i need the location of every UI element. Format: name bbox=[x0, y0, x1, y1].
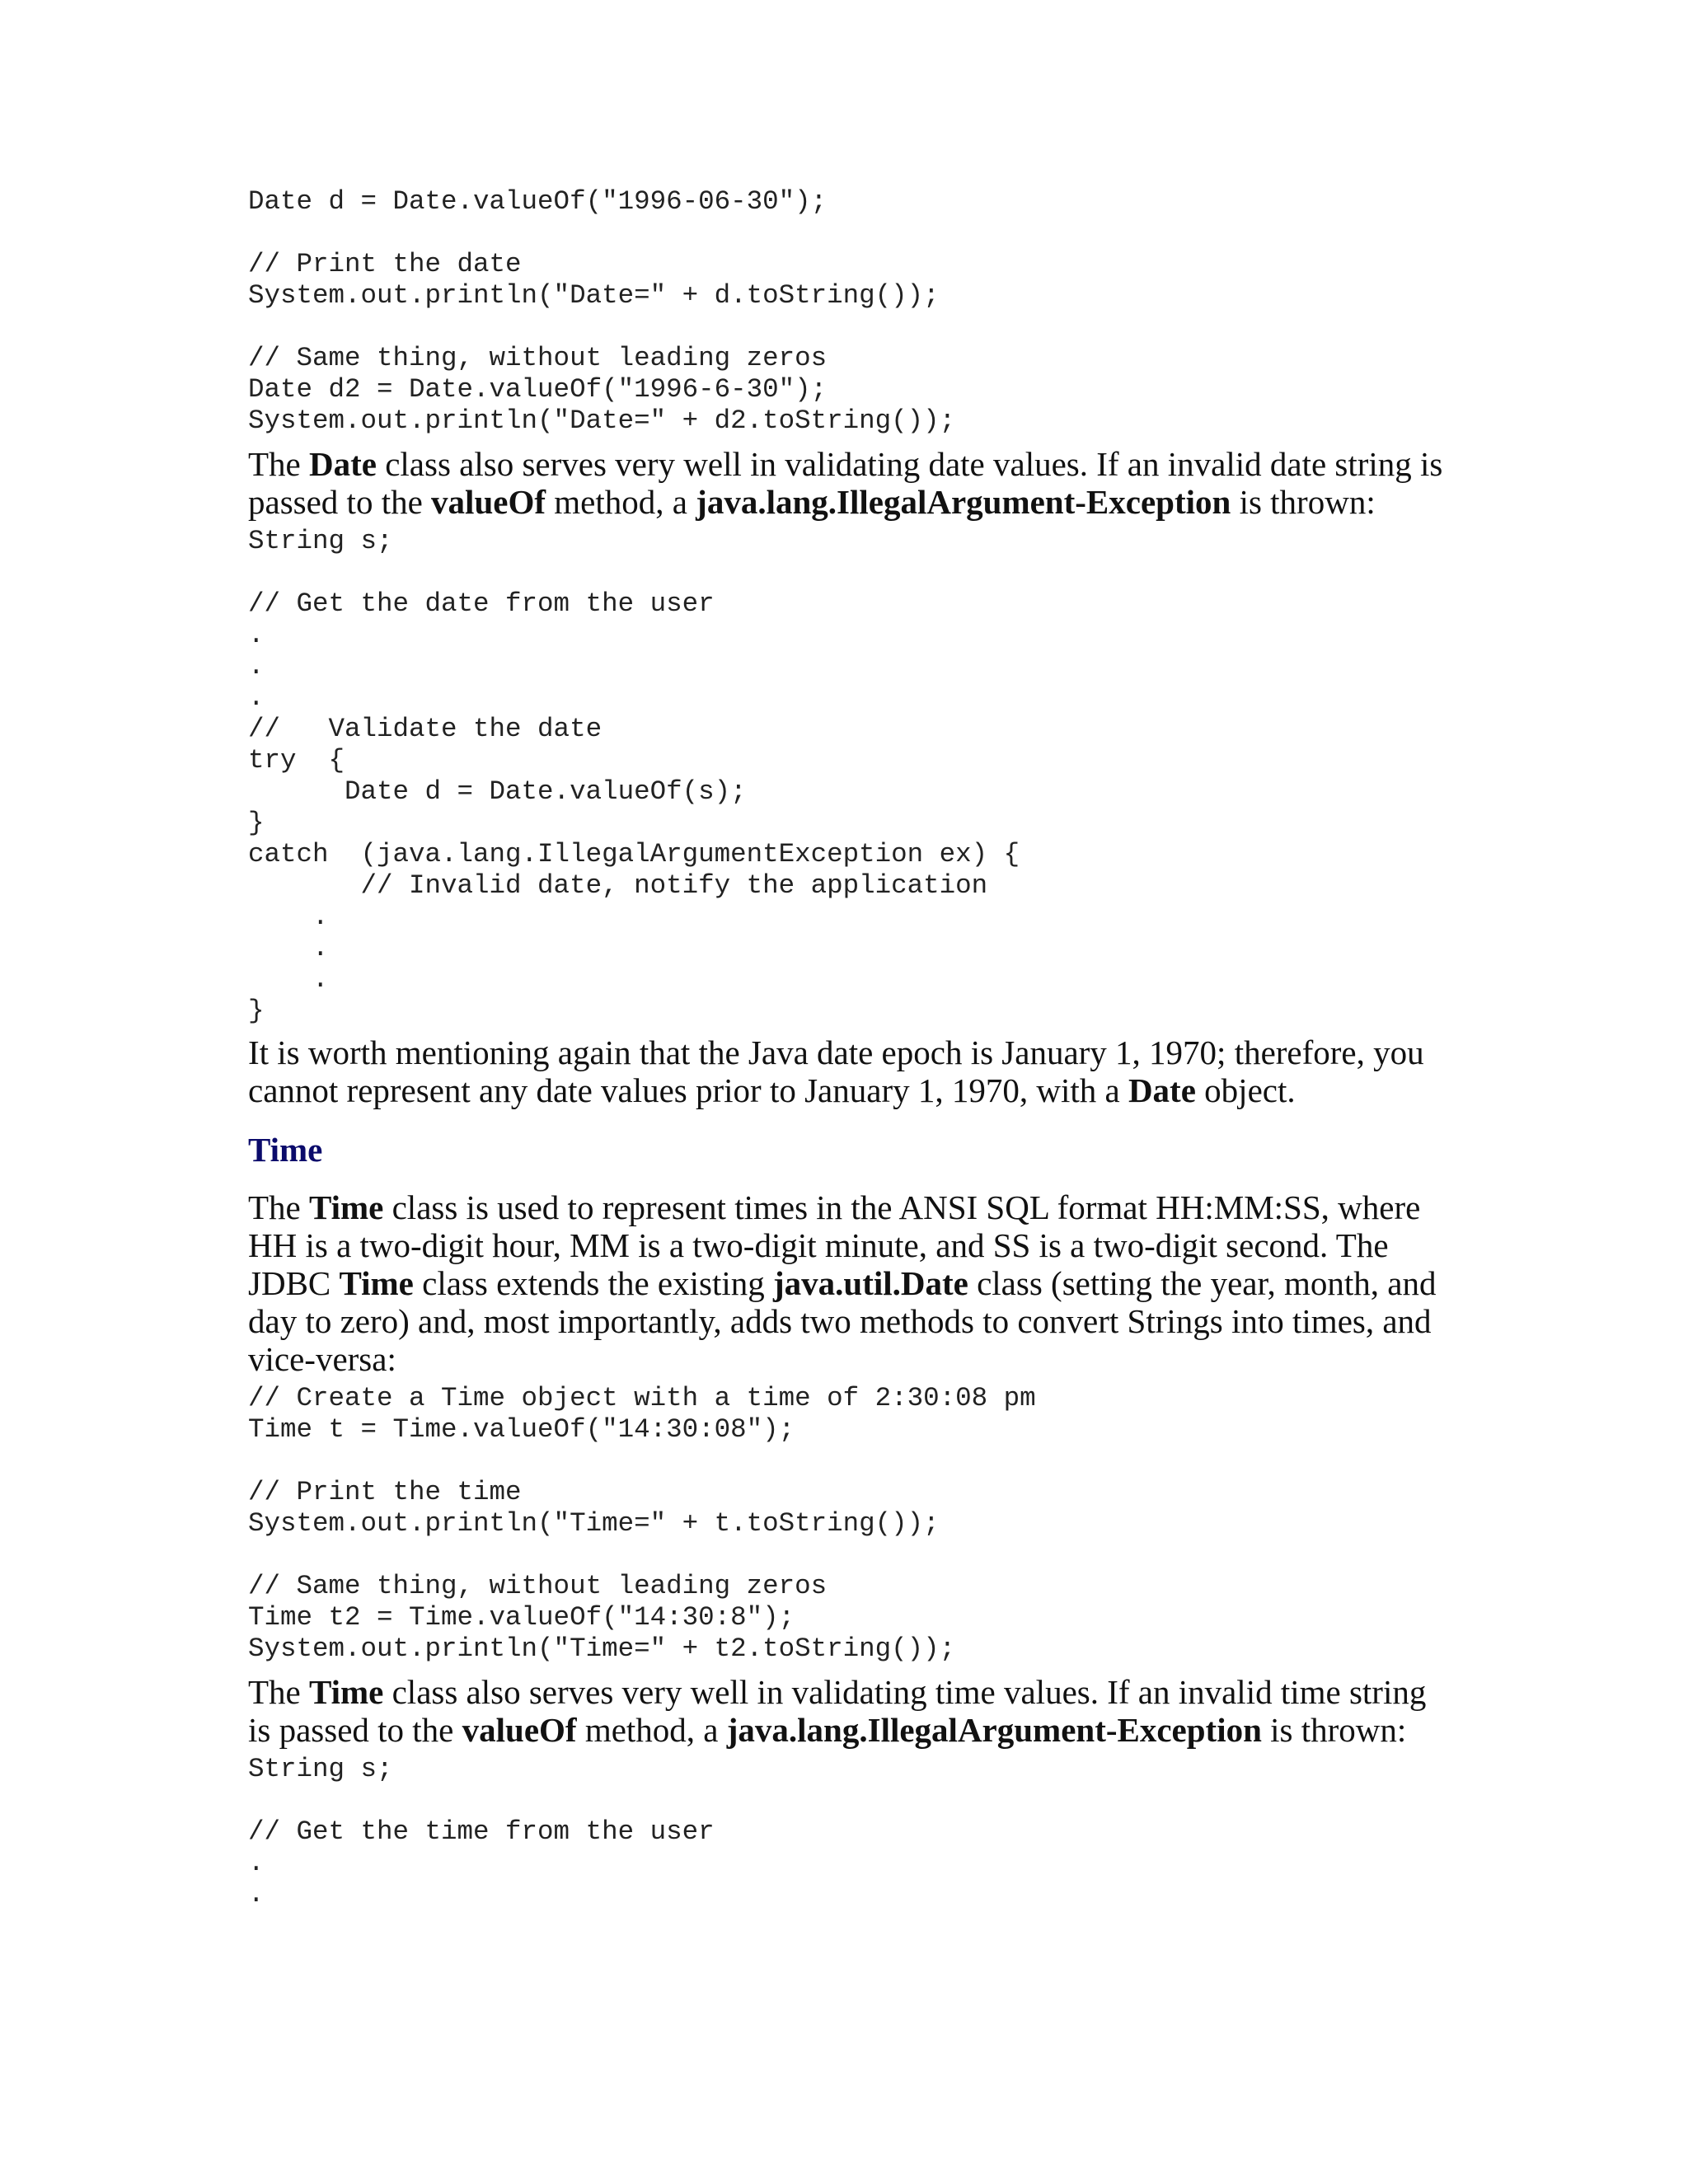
code-line: // Print the date bbox=[248, 249, 522, 279]
paragraph-date-validation: The Date class also serves very well in validating date values. If an invalid date string is passed to the valueOf method, a java.lang.IllegalArgument-Exception is thrown: bbox=[248, 445, 1443, 521]
code-line: // Create a Time object with a time of 2:30:08 pm bbox=[248, 1383, 1036, 1413]
code-line: Date d = Date.valueOf(s); bbox=[248, 776, 747, 807]
paragraph-time-class: The Time class is used to represent times in the ANSI SQL format HH:MM:SS, where HH is a two-digit hour, MM is a two-digit minute, and SS is a two-digit second. The JDBC Time class extends the existing java.util.Date class (setting the year, month, and day to zero) and, most importantly, adds two methods to convert Strings into times, and vice-versa: bbox=[248, 1188, 1437, 1378]
code-line: String s; bbox=[248, 526, 393, 556]
code-block-date-validation bbox=[248, 526, 1451, 1027]
code-line: . bbox=[248, 1848, 265, 1878]
paragraph-time-validation: The Time class also serves very well in validating time values. If an invalid time string is passed to the valueOf method, a java.lang.IllegalArgument-Exception is thrown: bbox=[248, 1673, 1427, 1749]
code-line: String s; bbox=[248, 1754, 393, 1784]
code-line: System.out.println("Time=" + t.toString()); bbox=[248, 1508, 940, 1539]
code-line: Date d = Date.valueOf("1996-06-30"); bbox=[248, 186, 828, 217]
code-line: . bbox=[248, 682, 265, 713]
code-block-time-example bbox=[248, 1383, 1451, 1665]
document-page bbox=[248, 186, 1451, 1910]
code-block-time-validation bbox=[248, 1754, 1451, 1910]
code-line: . bbox=[248, 933, 329, 963]
code-line: System.out.println("Date=" + d.toString()); bbox=[248, 280, 940, 311]
code-line: // Same thing, without leading zeros bbox=[248, 343, 828, 373]
code-line: Time t2 = Time.valueOf("14:30:8"); bbox=[248, 1602, 795, 1633]
code-line: System.out.println("Time=" + t2.toString()); bbox=[248, 1633, 956, 1664]
code-line: // Invalid date, notify the application bbox=[248, 870, 988, 901]
code-line: . bbox=[248, 620, 265, 650]
code-line: catch (java.lang.IllegalArgumentException ex) { bbox=[248, 839, 1020, 869]
code-line: // Same thing, without leading zeros bbox=[248, 1571, 828, 1601]
code-line: Date d2 = Date.valueOf("1996-6-30"); bbox=[248, 374, 828, 405]
code-line: Time t = Time.valueOf("14:30:08"); bbox=[248, 1414, 795, 1445]
code-line: . bbox=[248, 1879, 265, 1910]
code-line: // Get the date from the user bbox=[248, 588, 715, 619]
code-line: . bbox=[248, 964, 329, 995]
code-line: // Get the time from the user bbox=[248, 1816, 715, 1847]
code-line: // Validate the date bbox=[248, 714, 603, 744]
code-line: } bbox=[248, 996, 265, 1026]
code-line: // Print the time bbox=[248, 1477, 522, 1507]
code-line: System.out.println("Date=" + d2.toString()); bbox=[248, 405, 956, 436]
code-line: . bbox=[248, 902, 329, 932]
code-block-date-example bbox=[248, 186, 1451, 437]
code-line: try { bbox=[248, 745, 345, 776]
section-heading-time: Time bbox=[248, 1131, 323, 1169]
paragraph-date-epoch: It is worth mentioning again that the Java date epoch is January 1, 1970; therefore, you cannot represent any date values prior to January 1, 1970, with a Date object. bbox=[248, 1033, 1424, 1109]
code-line: } bbox=[248, 808, 265, 838]
code-line: . bbox=[248, 651, 265, 682]
